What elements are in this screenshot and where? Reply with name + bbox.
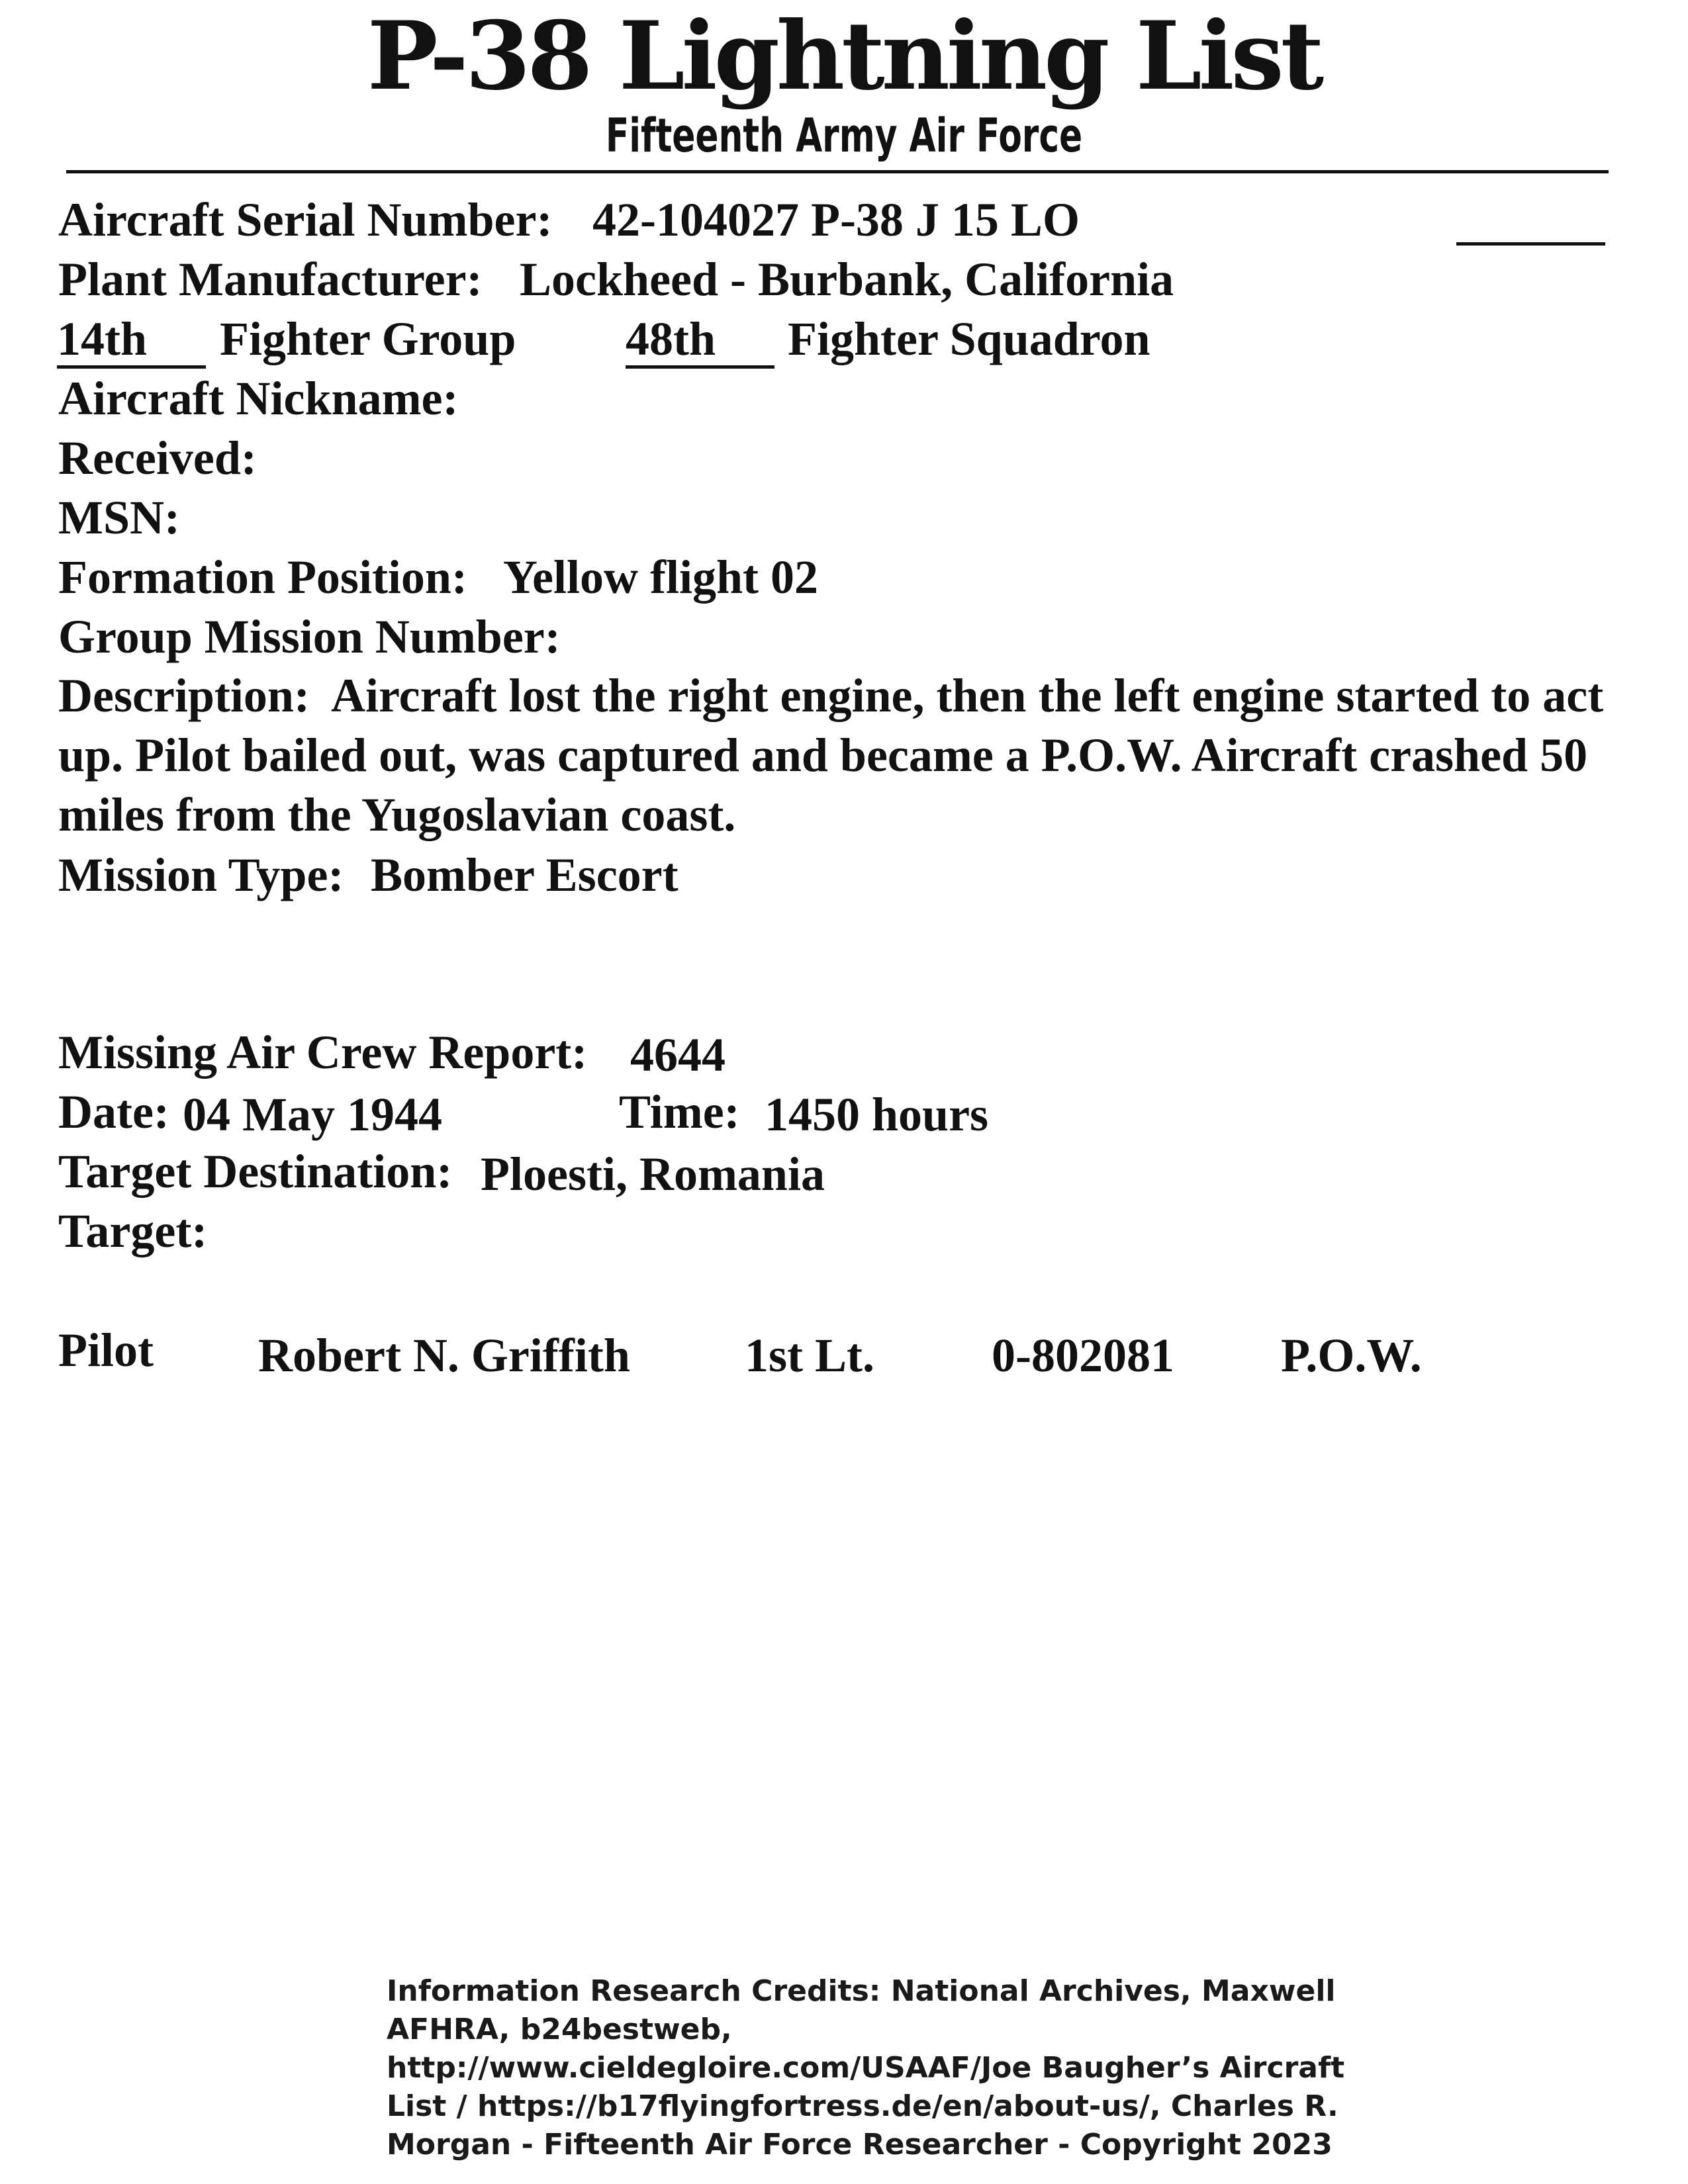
macr-value: 4644: [630, 1028, 726, 1081]
blank-field-line: [1456, 242, 1605, 246]
crew-rank: 1st Lt.: [745, 1329, 874, 1382]
group-number: 14th: [57, 312, 206, 369]
group-mission-number-label: Group Mission Number:: [58, 610, 561, 663]
mission-type-value: Bomber Escort: [371, 848, 679, 901]
description-value: Aircraft lost the right engine, then the left engine started to act up. Pilot bailed out, was captured and became a P.O.W. Aircraft crashed 50 miles from the Yugoslavian coast.: [58, 669, 1604, 841]
squadron-label: Fighter Squadron: [788, 312, 1150, 365]
target-destination-label: Target Destination:: [58, 1145, 453, 1198]
msn-label: MSN:: [58, 491, 180, 544]
macr-label: Missing Air Crew Report:: [58, 1026, 588, 1079]
header-divider: [66, 170, 1609, 173]
description: [58, 666, 1607, 844]
group-label: Fighter Group: [220, 312, 516, 365]
target-label: Target:: [58, 1205, 208, 1257]
description-label: Description:: [58, 669, 310, 722]
received-label: Received:: [58, 432, 257, 484]
crew-serial: 0-802081: [992, 1329, 1174, 1382]
mission-type-label: Mission Type:: [58, 848, 344, 901]
manufacturer-label: Plant Manufacturer:: [58, 253, 483, 306]
time-value: 1450 hours: [765, 1088, 989, 1141]
target-destination-value: Ploesti, Romania: [481, 1148, 825, 1201]
formation-position-label: Formation Position:: [58, 551, 467, 604]
page-subtitle: Fifteenth Army Air Force: [605, 109, 1083, 163]
time-label: Time:: [619, 1085, 740, 1138]
crew-name: Robert N. Griffith: [258, 1329, 630, 1382]
formation-position-value: Yellow flight 02: [503, 551, 818, 604]
date-value: 04 May 1944: [183, 1088, 442, 1141]
serial-number-label: Aircraft Serial Number:: [58, 193, 553, 246]
crew-status: P.O.W.: [1281, 1329, 1422, 1382]
group-row: [57, 309, 206, 369]
research-credits: Information Research Credits: National Archives, Maxwell AFHRA, b24bestweb, http://www.cieldegloire.com/USAAF/Joe Baugher’s Aircraft List / https://b17flyingfortress.de/en/about-us/, Charles R. Morgan - Fifteenth Air Force Researcher - Copyright 2023: [387, 1974, 1345, 2161]
crew-position: Pilot: [58, 1324, 154, 1377]
page-title: P-38 Lightning List: [367, 1, 1321, 111]
nickname-label: Aircraft Nickname:: [58, 372, 459, 425]
manufacturer-value: Lockheed - Burbank, California: [520, 253, 1174, 306]
date-label: Date:: [58, 1085, 169, 1138]
squadron-row: [626, 309, 774, 369]
serial-number-value: 42-104027 P-38 J 15 LO: [592, 193, 1080, 246]
squadron-number: 48th: [626, 312, 774, 369]
